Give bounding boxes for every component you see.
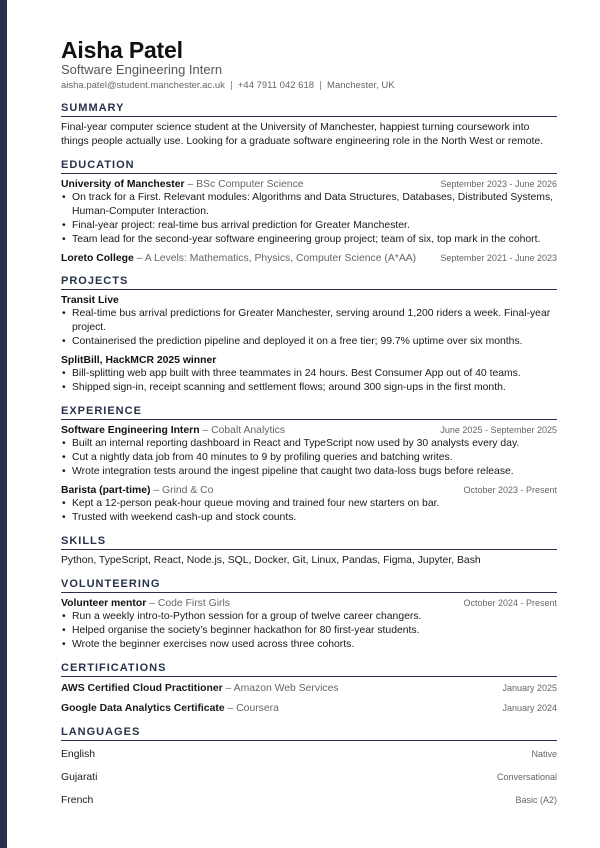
candidate-name: Aisha Patel	[61, 37, 183, 63]
entry	[61, 354, 557, 395]
contact-phone[interactable]: +44 7911 042 618	[237, 80, 315, 91]
accent-sidebar-bar	[0, 0, 7, 848]
bullet-item: • Helped organise the society’s beginner hackathon for 80 first-year students.	[61, 624, 557, 638]
bullet-item: • Wrote integration tests around the ingest pipeline that caught two data-loss bugs before release.	[61, 465, 557, 479]
bullet-item: • Wrote the beginner exercises now used across three cohorts.	[61, 638, 557, 652]
certification-item	[61, 681, 557, 696]
entry-header	[61, 484, 557, 497]
section-title-skills: SKILLS	[61, 535, 557, 550]
bullet-item: • Built an internal reporting dashboard in React and TypeScript now used by 30 analysts every day.	[61, 437, 557, 451]
entry-title: Transit Live	[61, 295, 119, 306]
contact-line	[61, 79, 557, 92]
language-item	[61, 770, 557, 785]
bullet-list	[61, 497, 557, 525]
bullet-list	[61, 191, 557, 247]
certification-name: Google Data Analytics Certificate	[61, 703, 225, 714]
entry-title: Barista (part-time)	[61, 485, 151, 496]
contact-separator	[231, 81, 232, 90]
entry-subtitle: – Cobalt Analytics	[199, 425, 286, 436]
language-item	[61, 793, 557, 808]
entry-title: Volunteer mentor	[61, 598, 147, 609]
certification-date: January 2025	[502, 683, 557, 693]
entry-header	[61, 597, 557, 610]
entry-heading	[61, 424, 285, 437]
certifications-section	[61, 662, 557, 716]
skills-text: Python, TypeScript, React, Node.js, SQL, Docker, Git, Linux, Pandas, Figma, Jupyter, Bash	[61, 555, 481, 566]
bullet-list	[61, 367, 557, 395]
entry-header	[61, 354, 557, 367]
bullet-item: • Run a weekly intro-to-Python session for a group of twelve career changers.	[61, 610, 557, 624]
entry-heading	[61, 178, 304, 191]
bullet-item: • On track for a First. Relevant modules: Algorithms and Data Structures, Databases, Distributed Systems, Human-Computer Interaction.	[61, 191, 557, 219]
entry	[61, 178, 557, 247]
section-title-experience: EXPERIENCE	[61, 405, 557, 420]
bullet-item: • Containerised the prediction pipeline and deployed it on a free tier; 99.7% uptime over six months.	[61, 335, 557, 349]
section-title-education: EDUCATION	[61, 159, 557, 174]
volunteering-list	[61, 597, 557, 652]
bullet-item: • Shipped sign-in, receipt scanning and settlement flows; around 300 sign-ups in the first month.	[61, 381, 557, 395]
entry	[61, 294, 557, 349]
entry	[61, 424, 557, 479]
section-title-projects: PROJECTS	[61, 275, 557, 290]
bullet-item: • Trusted with weekend cash-up and stock counts.	[61, 511, 557, 525]
language-name: English	[61, 749, 96, 760]
certification-issuer: – Coursera	[224, 703, 279, 714]
education-list	[61, 178, 557, 265]
entry-date: June 2025 - September 2025	[440, 425, 557, 435]
contact-email[interactable]: aisha.patel@student.manchester.ac.uk	[61, 80, 225, 91]
entry-subtitle: – BSc Computer Science	[184, 179, 304, 190]
entry-subtitle: – Grind & Co	[150, 485, 214, 496]
entry	[61, 252, 557, 265]
entry-heading	[61, 294, 119, 307]
entry-heading	[61, 252, 416, 265]
entry	[61, 484, 557, 525]
languages-list	[61, 747, 557, 808]
resume-header	[61, 38, 557, 92]
summary-section	[61, 102, 557, 149]
experience-list	[61, 424, 557, 525]
contact-separator	[320, 81, 321, 90]
entry-heading	[61, 354, 216, 367]
languages-section	[61, 726, 557, 808]
certifications-list	[61, 681, 557, 716]
summary-text: Final-year computer science student at the University of Manchester, happiest turning coursework into things people actually use. Looking for a graduate software engineering role in the North West or remote.	[61, 122, 544, 147]
entry-heading	[61, 597, 230, 610]
bullet-list	[61, 307, 557, 349]
language-name: Gujarati	[61, 772, 98, 783]
entry-date: October 2024 - Present	[463, 598, 557, 608]
entry-title: University of Manchester	[61, 179, 185, 190]
projects-list	[61, 294, 557, 395]
experience-section	[61, 405, 557, 525]
entry-date: October 2023 - Present	[463, 485, 557, 495]
entry-title: Loreto College	[61, 253, 134, 264]
contact-location: Manchester, UK	[327, 80, 395, 91]
bullet-list	[61, 610, 557, 652]
candidate-headline: Software Engineering Intern	[61, 62, 223, 77]
section-title-summary: SUMMARY	[61, 102, 557, 117]
entry-header	[61, 178, 557, 191]
section-title-volunteering: VOLUNTEERING	[61, 578, 557, 593]
entry-date: September 2023 - June 2026	[440, 179, 557, 189]
bullet-item: • Team lead for the second-year software engineering group project; team of six, top mark in the cohort.	[61, 233, 557, 247]
certification-issuer: – Amazon Web Services	[222, 683, 339, 694]
entry-header	[61, 424, 557, 437]
entry-subtitle: – A Levels: Mathematics, Physics, Computer Science (A*AA)	[133, 253, 417, 264]
language-level: Native	[531, 749, 557, 759]
entry-heading	[61, 484, 213, 497]
bullet-list	[61, 437, 557, 479]
entry	[61, 597, 557, 652]
language-item	[61, 747, 557, 762]
entry-title: SplitBill, HackMCR 2025 winner	[61, 355, 217, 366]
bullet-item: • Cut a nightly data job from 40 minutes to 9 by profiling queries and batching writes.	[61, 451, 557, 465]
volunteering-section	[61, 578, 557, 652]
language-level: Basic (A2)	[515, 795, 557, 805]
bullet-item: • Real-time bus arrival predictions for Greater Manchester, serving around 1,200 riders a week. Final-year project.	[61, 307, 557, 335]
section-title-languages: LANGUAGES	[61, 726, 557, 741]
entry-subtitle: – Code First Girls	[146, 598, 230, 609]
entry-header	[61, 252, 557, 265]
certification-name: AWS Certified Cloud Practitioner	[61, 683, 223, 694]
bullet-item: • Bill-splitting web app built with three teammates in 24 hours. Best Consumer App out of 40 teams.	[61, 367, 557, 381]
entry-header	[61, 294, 557, 307]
resume-page	[61, 38, 557, 816]
bullet-item: • Kept a 12-person peak-hour queue moving and trained four new starters on bar.	[61, 497, 557, 511]
section-title-certifications: CERTIFICATIONS	[61, 662, 557, 677]
certification-item	[61, 701, 557, 716]
language-name: French	[61, 795, 94, 806]
language-level: Conversational	[496, 772, 557, 782]
education-section	[61, 159, 557, 265]
entry-date: September 2021 - June 2023	[440, 253, 557, 263]
bullet-item: • Final-year project: real-time bus arrival prediction for Greater Manchester.	[61, 219, 557, 233]
projects-section	[61, 275, 557, 395]
skills-section	[61, 535, 557, 568]
certification-date: January 2024	[502, 703, 557, 713]
entry-title: Software Engineering Intern	[61, 425, 200, 436]
